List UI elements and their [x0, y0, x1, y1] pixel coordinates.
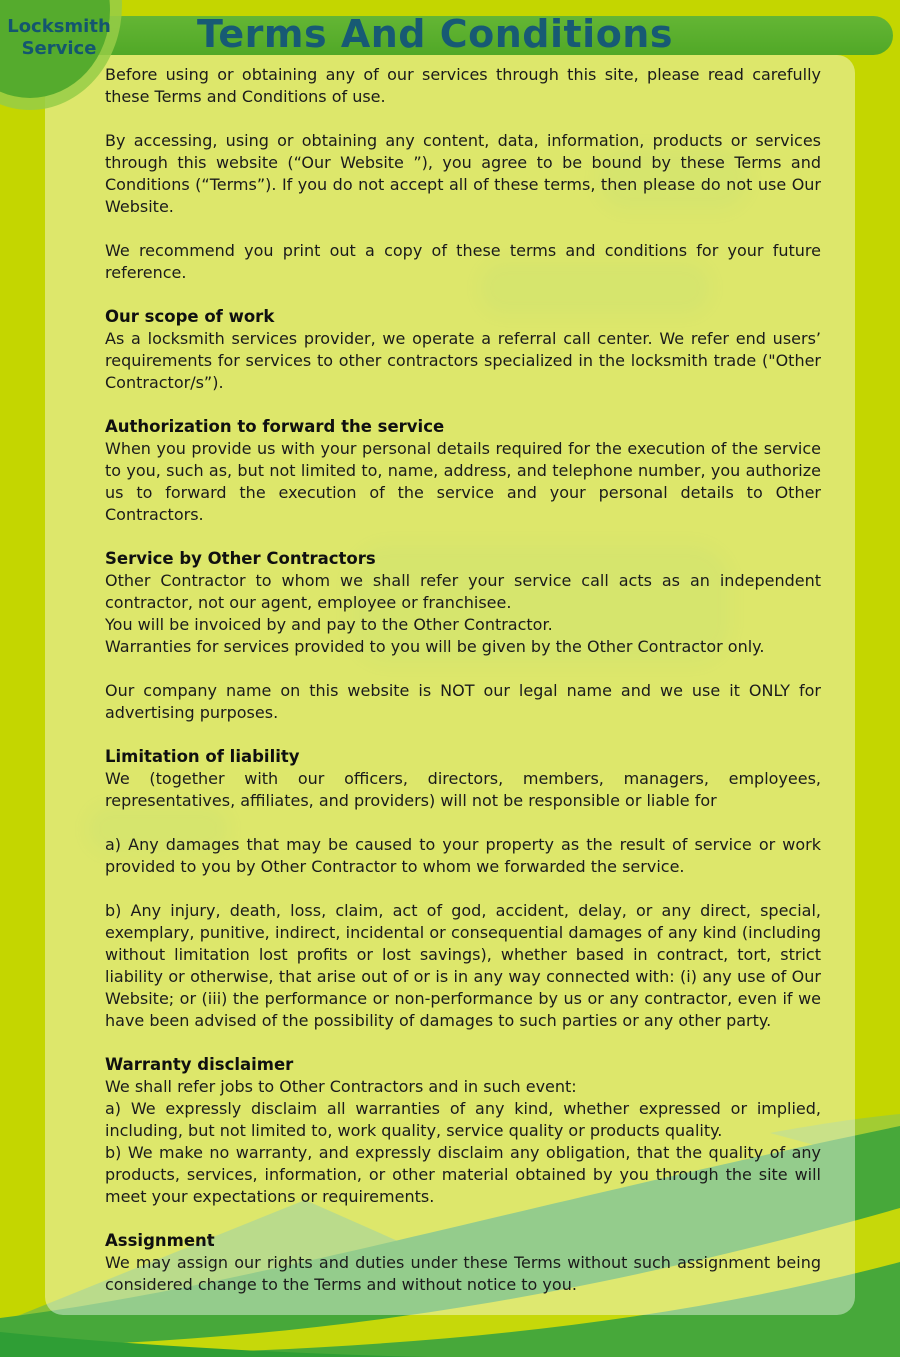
- terms-paragraph: When you provide us with your personal details required for the execution of the service to you, such as, but not limited to, name, address, and telephone number, you authorize us to forward the execution of the service and your personal details to Other Contractors.: [105, 439, 821, 524]
- terms-section: [105, 130, 821, 218]
- terms-section: [105, 240, 821, 284]
- section-heading: Limitation of liability: [105, 747, 300, 766]
- logo-text: [0, 16, 118, 60]
- section-heading: Our scope of work: [105, 307, 275, 326]
- terms-paragraph: You will be invoiced by and pay to the Other Contractor.: [105, 615, 553, 634]
- terms-paragraph: Warranties for services provided to you will be given by the Other Contractor only.: [105, 637, 765, 656]
- terms-section: [105, 64, 821, 108]
- terms-section: [105, 306, 821, 394]
- terms-section: [105, 416, 821, 526]
- logo-line-1: Locksmith: [7, 16, 111, 37]
- page-title: Terms And Conditions: [197, 12, 673, 56]
- terms-content: [105, 64, 821, 1296]
- section-heading: Assignment: [105, 1231, 215, 1250]
- terms-paragraph: We (together with our officers, directors, members, managers, employees, representatives, affiliates, and providers) will not be responsible or liable for: [105, 769, 821, 810]
- section-heading: Warranty disclaimer: [105, 1055, 294, 1074]
- section-heading: Service by Other Contractors: [105, 549, 376, 568]
- terms-paragraph: By accessing, using or obtaining any content, data, information, products or services through this website (“Our Website ”), you agree to be bound by these Terms and Conditions (“Terms”). If you do not accept all of these terms, then please do not use Our Website.: [105, 131, 821, 216]
- terms-paragraph: b) Any injury, death, loss, claim, act of god, accident, delay, or any direct, special, exemplary, punitive, indirect, incidental or consequential damages of any kind (including without limitation lost profits or lost savings), whether based in contract, tort, strict liability or otherwise, that arise out of or is in any way connected with: (i) any use of Our Website; or (iii) the performance or non-performance by us or any contractor, even if we have been advised of the possibility of damages to such parties or any other party.: [105, 901, 821, 1030]
- terms-paragraph: b) We make no warranty, and expressly disclaim any obligation, that the quality of any products, services, information, or other material obtained by you through the site will meet your expectations or requirements.: [105, 1143, 821, 1206]
- terms-paragraph: We shall refer jobs to Other Contractors and in such event:: [105, 1077, 577, 1096]
- terms-section: [105, 548, 821, 658]
- terms-paragraph: a) Any damages that may be caused to your property as the result of service or work provided to you by Other Contractor to whom we forwarded the service.: [105, 835, 821, 876]
- terms-paragraph: a) We expressly disclaim all warranties of any kind, whether expressed or implied, including, but not limited to, work quality, service quality or products quality.: [105, 1099, 821, 1140]
- terms-paragraph: Other Contractor to whom we shall refer your service call acts as an independent contractor, not our agent, employee or franchisee.: [105, 571, 821, 612]
- logo-line-2: Service: [21, 38, 97, 59]
- terms-paragraph: We may assign our rights and duties under these Terms without such assignment being considered change to the Terms and without notice to you.: [105, 1253, 821, 1294]
- terms-section: [105, 1054, 821, 1208]
- terms-paragraph: As a locksmith services provider, we operate a referral call center. We refer end users’ requirements for services to other contractors specialized in the locksmith trade ("Other Contractor/s”).: [105, 329, 821, 392]
- terms-paragraph: Before using or obtaining any of our services through this site, please read carefully these Terms and Conditions of use.: [105, 65, 821, 106]
- terms-section: [105, 746, 821, 1032]
- section-heading: Authorization to forward the service: [105, 417, 445, 436]
- terms-section: [105, 1230, 821, 1296]
- terms-paragraph: Our company name on this website is NOT our legal name and we use it ONLY for advertising purposes.: [105, 681, 821, 722]
- terms-paragraph: We recommend you print out a copy of these terms and conditions for your future reference.: [105, 241, 821, 282]
- terms-section: [105, 680, 821, 724]
